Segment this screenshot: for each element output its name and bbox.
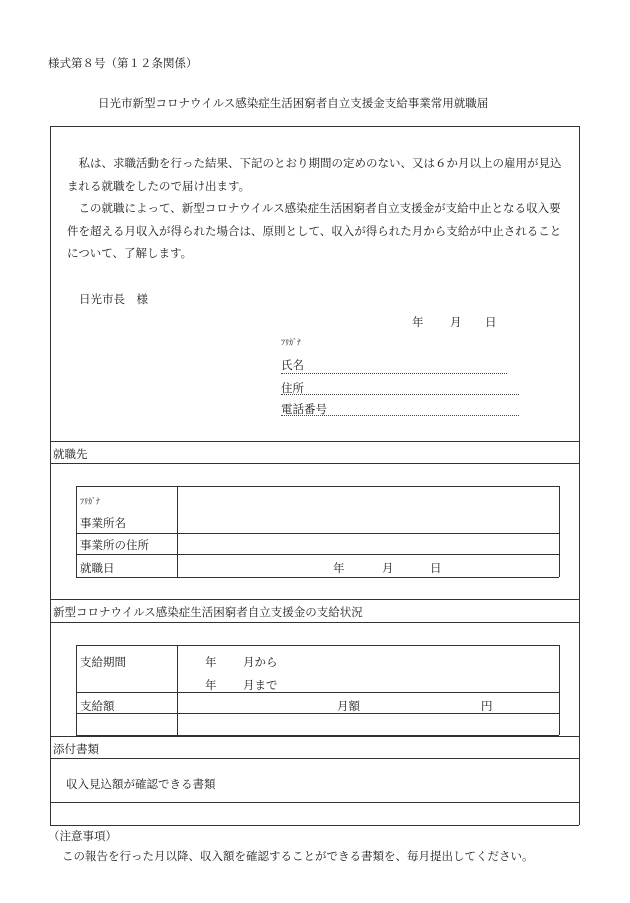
date-year: 年 (412, 315, 424, 329)
table-border (559, 486, 560, 577)
start-date-month: 月 (382, 561, 394, 575)
notes-heading: （注意事項） (48, 829, 117, 843)
divider (50, 758, 579, 759)
frame-right (579, 126, 580, 825)
applicant-phone-field[interactable] (281, 415, 519, 416)
period-to-month: 月まで (243, 678, 278, 692)
frame-left (50, 126, 51, 825)
period-from-month: 月から (243, 655, 278, 669)
divider (50, 463, 579, 464)
office-name-label: 事業所名 (80, 516, 126, 530)
applicant-name-field[interactable] (281, 373, 507, 374)
date-month: 月 (450, 315, 462, 329)
table-border (76, 486, 559, 487)
attachments-section-label: 添付書類 (53, 742, 99, 756)
payment-section-label: 新型コロナウイルス感染症生活困窮者自立支援金の支給状況 (53, 605, 363, 619)
date-day: 日 (485, 315, 497, 329)
form-number: 様式第８号（第１２条関係） (48, 56, 198, 70)
table-border (76, 533, 559, 534)
office-furigana-label: ﾌﾘｶﾞﾅ (80, 497, 100, 506)
divider (50, 599, 579, 600)
applicant-address-label: 住所 (281, 381, 304, 395)
period-to-year: 年 (205, 678, 217, 692)
table-border (177, 645, 178, 735)
applicant-address-field[interactable] (281, 394, 519, 395)
period-from-year: 年 (205, 655, 217, 669)
payment-amount-label: 支給額 (80, 699, 115, 713)
notes-text: この報告を行った月以降、収入額を確認することができる書類を、毎月提出してください。 (62, 849, 534, 863)
start-date-day: 日 (430, 561, 442, 575)
frame-top (50, 126, 579, 127)
applicant-phone-label: 電話番号 (281, 402, 327, 416)
divider (50, 736, 579, 737)
declaration-paragraph-1: 私は、求職活動を行った結果、下記のとおり期間の定めのない、又は６か月以上の雇用が見込まれる就職をしたので届け出ます。 (67, 156, 562, 193)
table-border (559, 645, 560, 735)
table-border (76, 486, 77, 577)
table-border (177, 486, 178, 577)
divider (50, 802, 579, 803)
office-address-label: 事業所の住所 (80, 538, 149, 552)
divider (50, 622, 579, 623)
start-date-year: 年 (333, 561, 345, 575)
payment-period-label: 支給期間 (80, 655, 126, 669)
table-border (76, 645, 77, 735)
table-border (76, 645, 559, 646)
applicant-name-label: 氏名 (281, 358, 304, 372)
divider (50, 441, 579, 442)
page-title: 日光市新型コロナウイルス感染症生活困窮者自立支援金支給事業常用就職届 (98, 96, 489, 110)
declaration-paragraph-2: この就職によって、新型コロナウイルス感染症生活困窮者自立支援金が支給中止となる収入要件を超える月収入が得られた場合は、原則として、収入が得られた月から支給が中止されることについて、了解します。 (67, 201, 562, 260)
attachment-item: 収入見込額が確認できる書類 (66, 777, 216, 791)
addressee: 日光市長 様 (79, 292, 148, 306)
table-border (76, 692, 559, 693)
yen-label: 円 (481, 699, 493, 713)
applicant-furigana-label: ﾌﾘｶﾞﾅ (281, 338, 301, 347)
monthly-amount-label: 月額 (337, 699, 360, 713)
frame-bottom (50, 825, 579, 826)
table-border (76, 554, 559, 555)
employment-section-label: 就職先 (53, 447, 88, 461)
start-date-label: 就職日 (80, 561, 115, 575)
table-border (76, 577, 559, 578)
